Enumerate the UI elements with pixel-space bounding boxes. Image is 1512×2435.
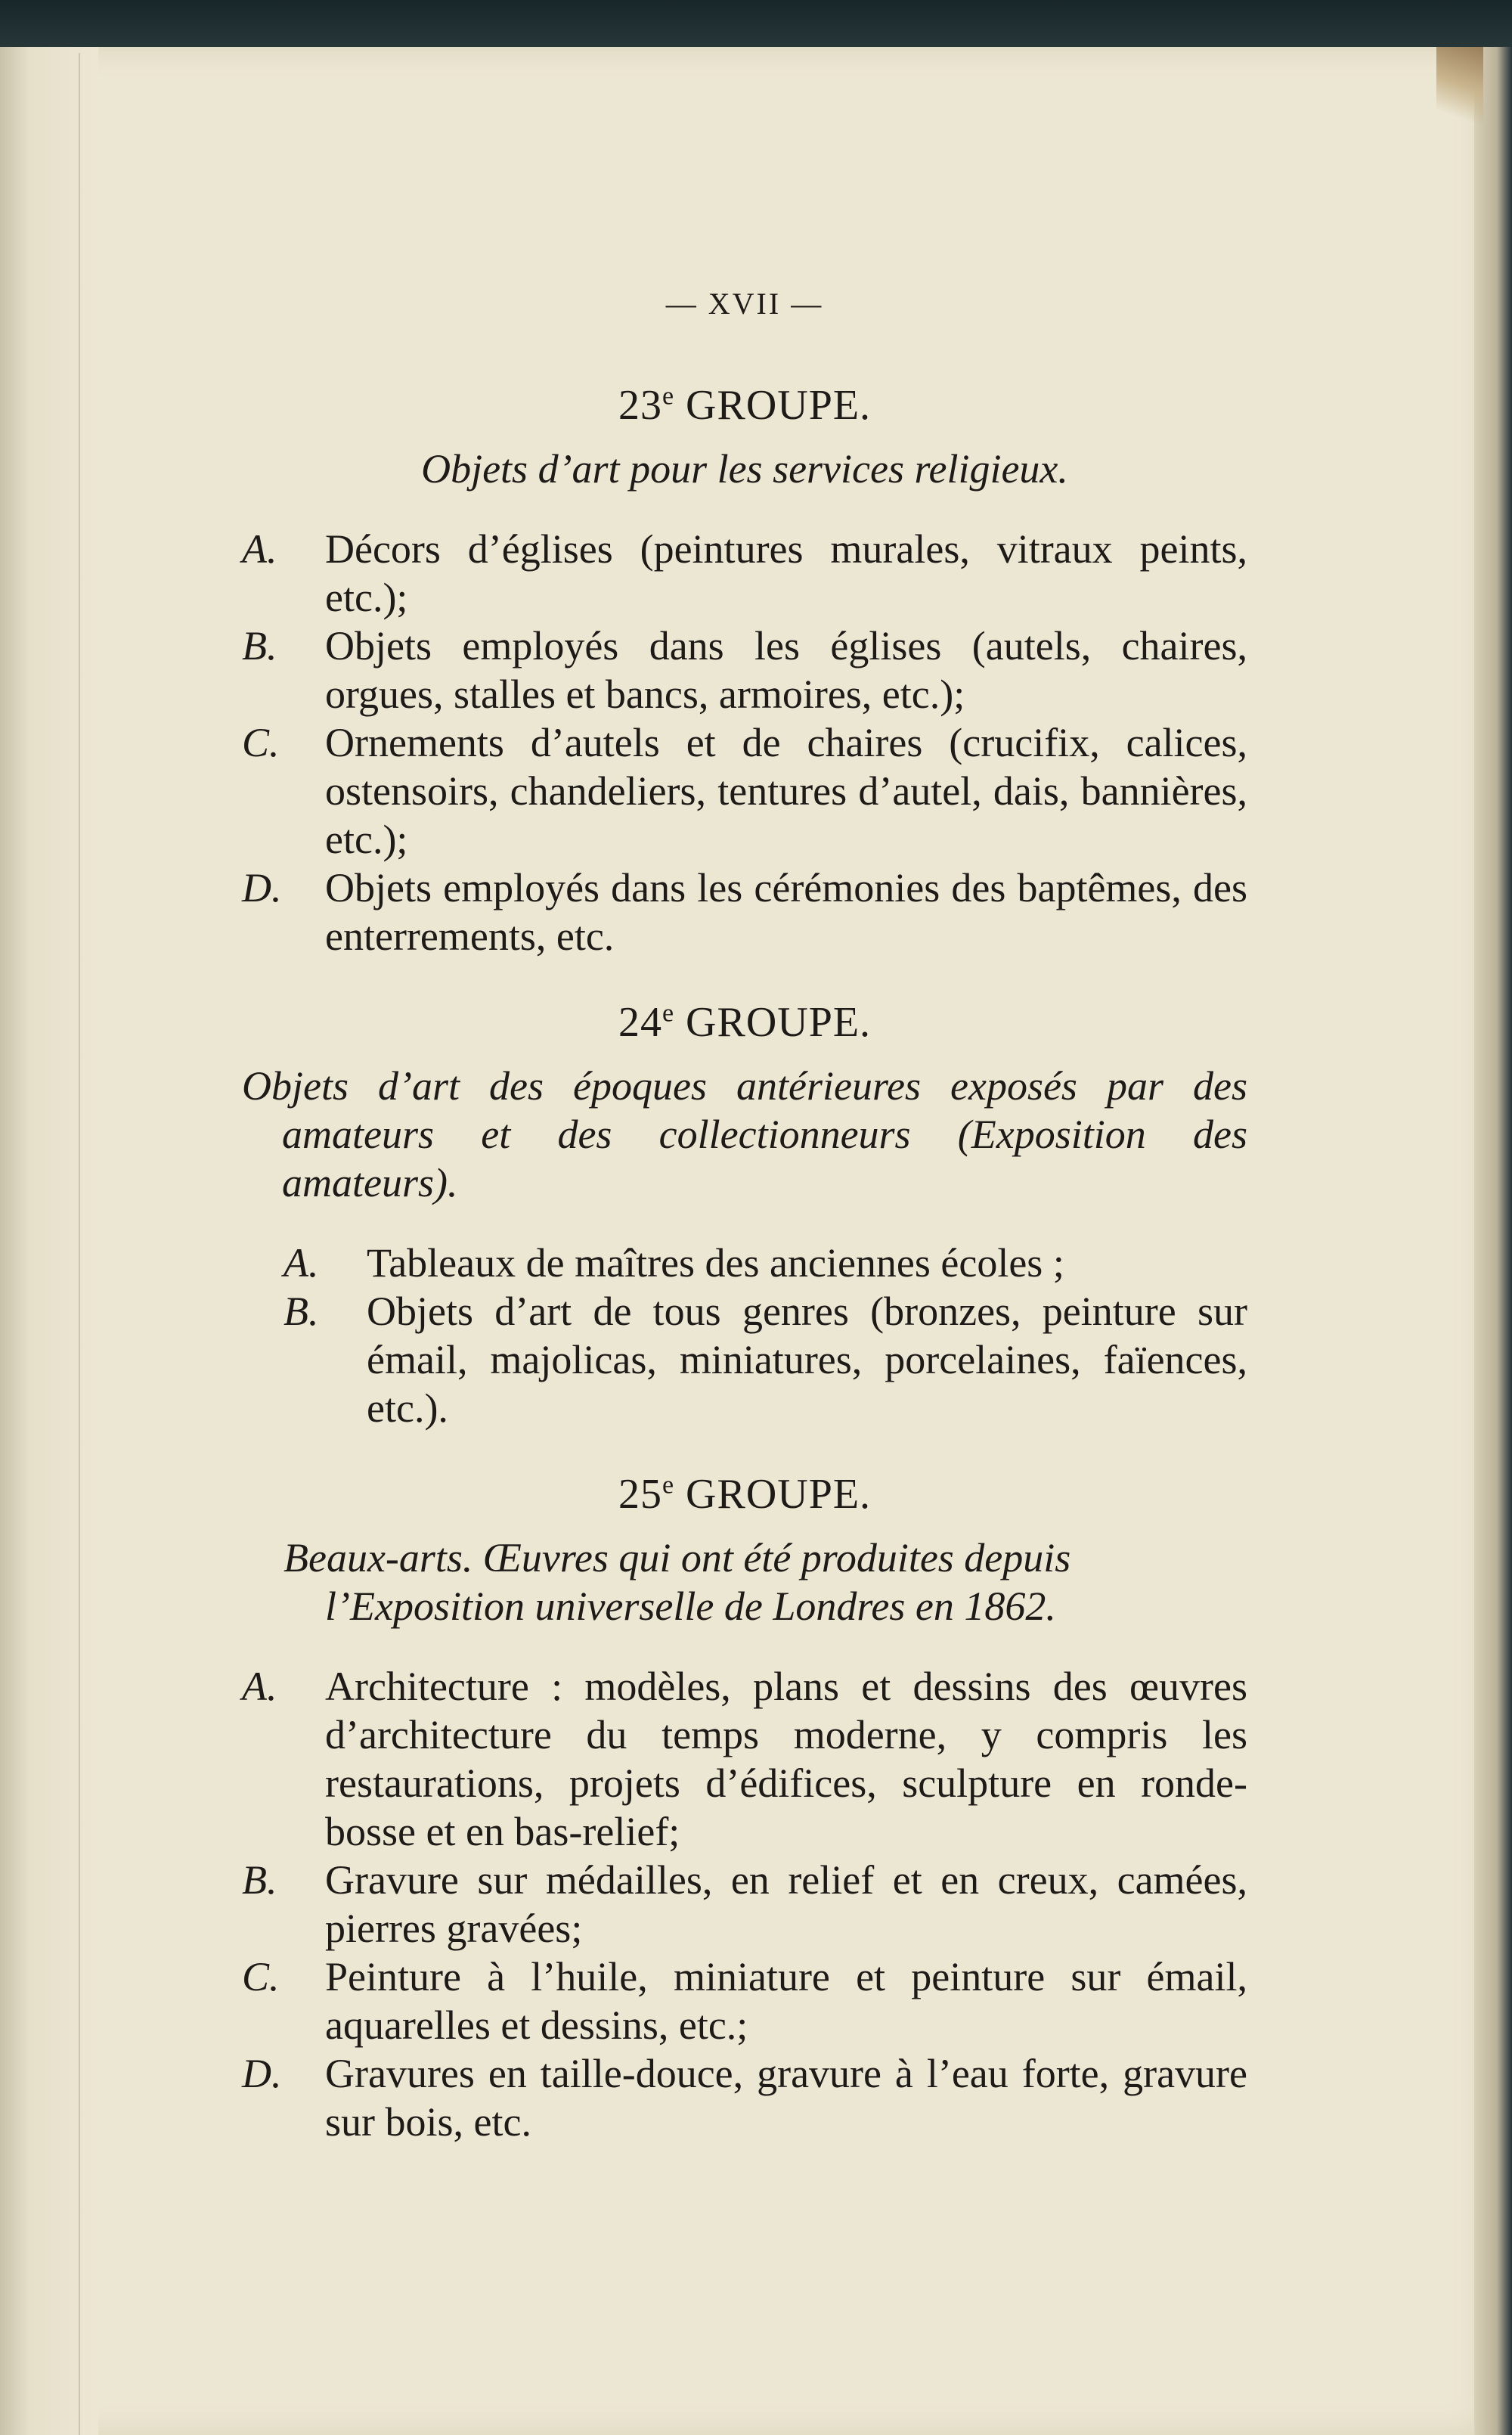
- group-number: 24: [618, 999, 662, 1046]
- item-text: Objets employés dans les églises (autels, chaires, orgues, stalles et bancs, armoires, etc.);: [325, 623, 1247, 717]
- page-content: [242, 280, 1247, 2184]
- group-heading: [242, 1470, 1247, 1518]
- group-number: 25: [618, 1471, 662, 1518]
- item-text: Peinture à l’huile, miniature et peinture sur émail, aquarelles et dessins, etc.;: [325, 1954, 1247, 2048]
- list-item: [242, 622, 1247, 718]
- list-item: [242, 1662, 1247, 1856]
- item-text: Gravure sur médailles, en relief et en creux, camées, pierres gravées;: [325, 1857, 1247, 1951]
- item-text: Architecture : modèles, plans et dessins des œuvres d’architecture du temps moderne, y compris les restaurations, projets d’édifices, sculpture en ronde-bosse et en bas-relief;: [325, 1664, 1247, 1854]
- group-number-suffix: e: [662, 999, 675, 1028]
- group-23: [242, 381, 1247, 960]
- group-heading: [242, 381, 1247, 430]
- item-text: Objets d’art de tous genres (bronzes, peinture sur émail, majolicas, miniatures, porcelaines, faïences, etc.).: [367, 1289, 1247, 1431]
- group-24: [242, 998, 1247, 1432]
- list-item: [242, 1239, 1247, 1287]
- item-text: Gravures en taille-douce, gravure à l’eau forte, gravure sur bois, etc.: [325, 2051, 1247, 2145]
- group-number-suffix: e: [662, 382, 675, 411]
- list-item: [242, 525, 1247, 622]
- group-subtitle: Objets d’art pour les services religieux.: [421, 446, 1068, 492]
- group-25: [242, 1470, 1247, 2146]
- page-gutter: [0, 47, 98, 2435]
- list-item: [242, 2049, 1247, 2146]
- page-edge: [1474, 47, 1512, 2435]
- list-item: [242, 718, 1247, 864]
- item-letter: C.: [242, 1954, 280, 1999]
- item-letter: A.: [242, 526, 277, 572]
- list-item: [242, 1287, 1247, 1432]
- item-list: [242, 1239, 1247, 1432]
- item-text: Décors d’églises (peintures murales, vitraux peints, etc.);: [325, 526, 1247, 620]
- list-item: [242, 1953, 1247, 2049]
- group-number: 23: [618, 382, 662, 429]
- list-item: [242, 864, 1247, 960]
- item-letter: B.: [284, 1289, 319, 1334]
- item-list: [242, 525, 1247, 960]
- item-text: Objets employés dans les cérémonies des baptêmes, des enterrements, etc.: [325, 865, 1247, 959]
- group-heading: [242, 998, 1247, 1047]
- list-item: [242, 1856, 1247, 1953]
- item-list: [242, 1662, 1247, 2146]
- group-subtitle: Objets d’art des époques antérieures exposés par des amateurs et des collectionneurs (Exposition des amateurs).: [242, 1063, 1247, 1205]
- item-letter: A.: [284, 1240, 319, 1286]
- item-letter: B.: [242, 623, 277, 668]
- item-letter: B.: [242, 1857, 277, 1903]
- item-text: Ornements d’autels et de chaires (crucifix, calices, ostensoirs, chandeliers, tentures d’autel, dais, bannières, etc.);: [325, 720, 1247, 862]
- page-corner-stain: [1436, 47, 1483, 130]
- page-number: — XVII —: [665, 287, 824, 321]
- item-letter: C.: [242, 720, 280, 765]
- item-text: Tableaux de maîtres des anciennes écoles ;: [367, 1240, 1064, 1286]
- item-letter: D.: [242, 865, 282, 910]
- group-subtitle: Beaux-arts. Œuvres qui ont été produites depuis l’Exposition universelle de Londres en 1862.: [284, 1535, 1071, 1629]
- group-word: GROUPE.: [686, 1471, 872, 1518]
- group-word: GROUPE.: [686, 382, 872, 429]
- item-letter: D.: [242, 2051, 282, 2096]
- gutter-line: [79, 53, 80, 2435]
- group-number-suffix: e: [662, 1471, 675, 1500]
- item-letter: A.: [242, 1664, 277, 1709]
- group-word: GROUPE.: [686, 999, 872, 1046]
